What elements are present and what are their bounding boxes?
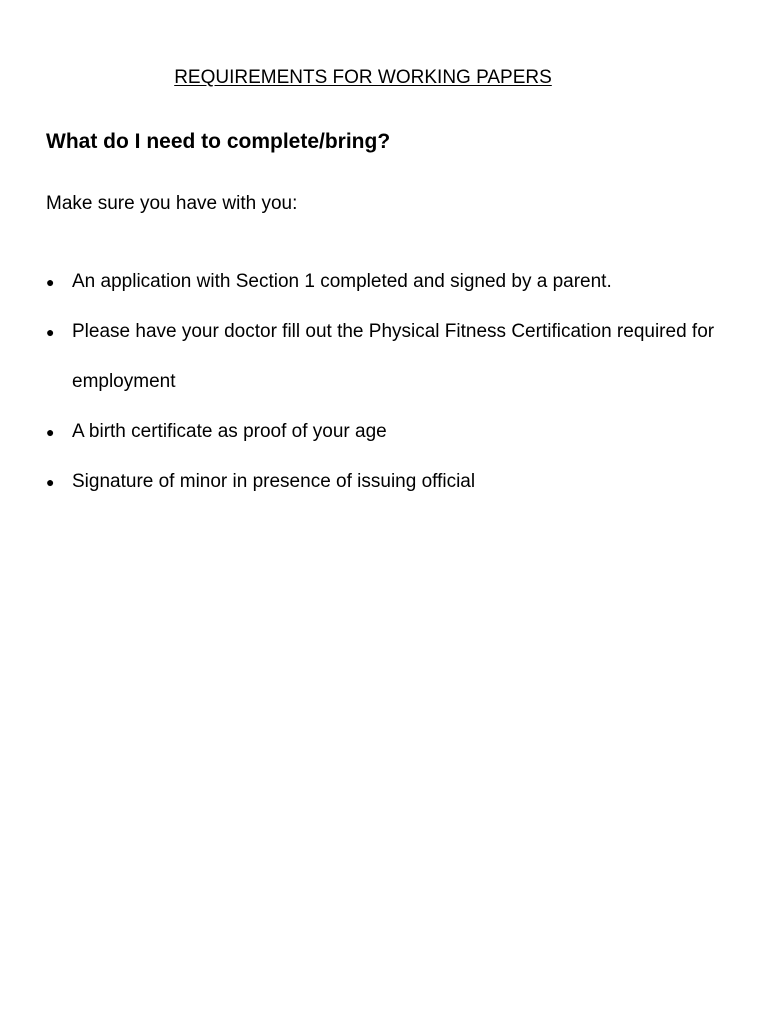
list-item-text: Signature of minor in presence of issuing official: [72, 471, 476, 492]
bullet-dot-icon: ●: [46, 424, 55, 440]
document-title: REQUIREMENTS FOR WORKING PAPERS: [174, 67, 552, 88]
list-item-text: An application with Section 1 completed and signed by a parent.: [72, 271, 612, 292]
list-item: [46, 307, 726, 407]
bullet-dot-icon: ●: [46, 274, 55, 290]
list-item-text: A birth certificate as proof of your age: [72, 421, 387, 442]
intro-text: Make sure you have with you:: [46, 193, 298, 214]
list-item: [46, 257, 726, 307]
section-heading: What do I need to complete/bring?: [46, 130, 391, 153]
list-item: [46, 457, 726, 507]
list-item-text: Please have your doctor fill out the Physical Fitness Certification required for employment: [72, 321, 715, 392]
bullet-dot-icon: ●: [46, 324, 55, 340]
list-item: [46, 407, 726, 457]
requirements-list: [46, 257, 726, 507]
bullet-dot-icon: ●: [46, 474, 55, 490]
